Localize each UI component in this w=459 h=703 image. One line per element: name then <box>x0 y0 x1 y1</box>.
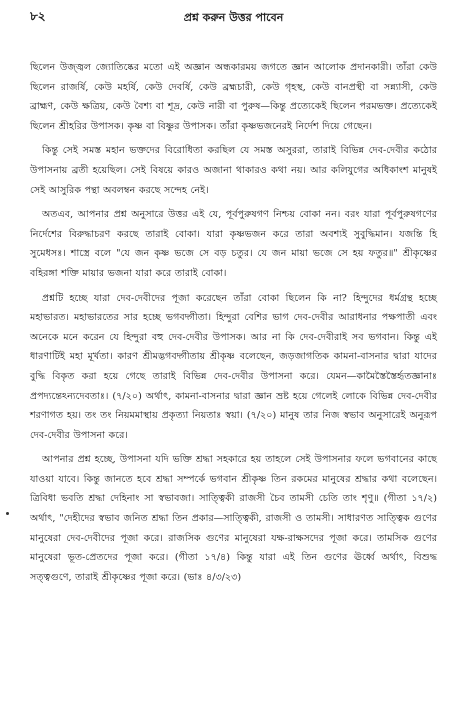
paragraph-5: আপনার প্রশ্ন হচ্ছে, উপাসনা যদি ভক্তি শ্রদ্ধা সহকারে হয় তাহলে সেই উপাসনার ফলে ভগবানের কাছে যাওয়া যাবে। কিন্তু জানতে হবে শ্রদ্ধা সম্পর্কে ভগবান শ্রীকৃষ্ণ তিন রকমের মানুষের শ্রদ্ধার কথা বলেছেন। ত্রিবিধা ভবতি শ্রদ্ধা দেহিনাং সা স্বভাবজা। সাত্ত্বিকী রাজসী চৈব তামসী চেতি তাং শৃণু॥ (গীতা ১৭/২) অর্থাৎ, "দেহীদের স্বভাব জনিত শ্রদ্ধা তিন প্রকার—সাত্ত্বিকী, রাজসী ও তামসী। সাধারণত সাত্ত্বিক গুণের মানুষেরা দেব-দেবীদের পূজা করে। রাজসিক গুণের মানুষেরা যক্ষ-রাক্ষসদের পূজা করে। তামসিক গুণের মানুষেরা ভূত-প্রেতদের পূজা করে। (গীতা ১৭/৪) কিন্তু যারা এই তিন গুণের ঊর্ধ্বে অর্থাৎ, বিশুদ্ধ সত্ত্বগুণে, তারাই শ্রীকৃষ্ণের পূজা করে। (ভাঃ ৪/৩/২৩) <box>30 454 437 583</box>
page-body <box>30 58 437 592</box>
page-number: ৮২ <box>30 9 46 23</box>
paragraph-2: কিন্তু সেই সমস্ত মহান ভক্তদের বিরোধিতা করছিল যে সমস্ত অসুররা, তারাই বিভিন্ন দেব-দেবীর কঠোর উপাসনায় ব্রতী হয়েছিল। সেই বিষয়ে কারও অজানা থাকারও কথা নয়। আর কলিযুগের অধিকাংশ মানুষই সেই আসুরিক পন্থা অবলম্বন করছে সন্দেহ নেই। <box>30 145 437 196</box>
page-header <box>30 8 437 28</box>
paragraph-1: ছিলেন উজ্জ্বল জ্যোতিষ্কের মতো এই অজ্ঞান অন্ধকারময় জগতে জ্ঞান আলোক প্রদানকারী। তাঁরা কেউ ছিলেন রাজর্ষি, কেউ মহর্ষি, কেউ দেবর্ষি, কেউ ব্রহ্মচারী, কেউ গৃহস্থ, কেউ বানপ্রস্থী বা সন্ন্যাসী, কেউ ব্রাহ্মণ, কেউ ক্ষত্রিয়, কেউ বৈশ্য বা শূদ্র, কেউ নারী বা পুরুষ—কিন্তু প্রত্যেকেই ছিলেন পরমভক্ত। প্রত্যেকেই ছিলেন শ্রীহরির উপাসক। কৃষ্ণ বা বিষ্ণুর উপাসক। তাঁরা কৃষ্ণভজনেরই নির্দেশ দিয়ে গেছেন। <box>30 62 437 132</box>
margin-dot <box>6 512 9 515</box>
paragraph-4: প্রশ্নটি হচ্ছে যারা দেব-দেবীদের পূজা করেছেন তাঁরা বোকা ছিলেন কি না? হিন্দুদের ধর্মগ্রন্থ হচ্ছে মহাভারত। মহাভারতের সার হচ্ছে ভগবদ্গীতা। হিন্দুরা বেশির ভাগ দেব-দেবীর আরাধনার পক্ষপাতী এবং অনেকে মনে করেন যে হিন্দুরা বহু দেব-দেবীর উপাসক। আর না কি দেব-দেবীরাই সব ভগবান। কিন্তু এই ধারণাটিই মহা মূর্খতা। কারণ শ্রীমদ্ভগবদ্গীতায় শ্রীকৃষ্ণ বলেছেন, জড়জাগতিক কামনা-বাসনার দ্বারা যাদের বুদ্ধি বিকৃত করা হয়ে গেছে তারাই বিভিন্ন দেব-দেবীর উপাসনা করে। যেমন—কামৈস্তৈস্তৈর্হৃতজ্ঞানাঃ প্রপদ্যন্তেঽন্যদেবতাঃ। (৭/২০) অর্থাৎ, কামনা-বাসনার দ্বারা জ্ঞান ভ্রষ্ট হয়ে গেলেই লোকে বিভিন্ন দেব-দেবীর শরণাগত হয়। তং তং নিয়মমাস্থায় প্রকৃত্যা নিয়তাঃ স্বয়া। (৭/২০) মানুষ তার নিজ স্বভাব অনুসারেই অনুরূপ দেব-দেবীর উপাসনা করে। <box>30 292 437 441</box>
running-title: প্রশ্ন করুন উত্তর পাবেন <box>183 11 284 24</box>
paragraph-3: অতএব, আপনার প্রশ্ন অনুসারে উত্তর এই যে, পূর্বপুরুষগণ নিশ্চয় বোকা নন। বরং যারা পূর্বপুরুষগণের নির্দেশের বিরুদ্ধাচরণ করছে তারাই বোকা। যারা কৃষ্ণভজন করে তারা অবশ্যই সুবুদ্ধিমান। যজন্তি হি সুমেধসঃ। শাস্ত্রে বলে "যে জন কৃষ্ণ ভজে সে বড় চতুর। যে জন মায়া ভজে সে হয় ফতুর॥" শ্রীকৃষ্ণের বহিরঙ্গা শক্তি মায়ার ভজনা যারা করে তারাই বোকা। <box>30 209 437 279</box>
